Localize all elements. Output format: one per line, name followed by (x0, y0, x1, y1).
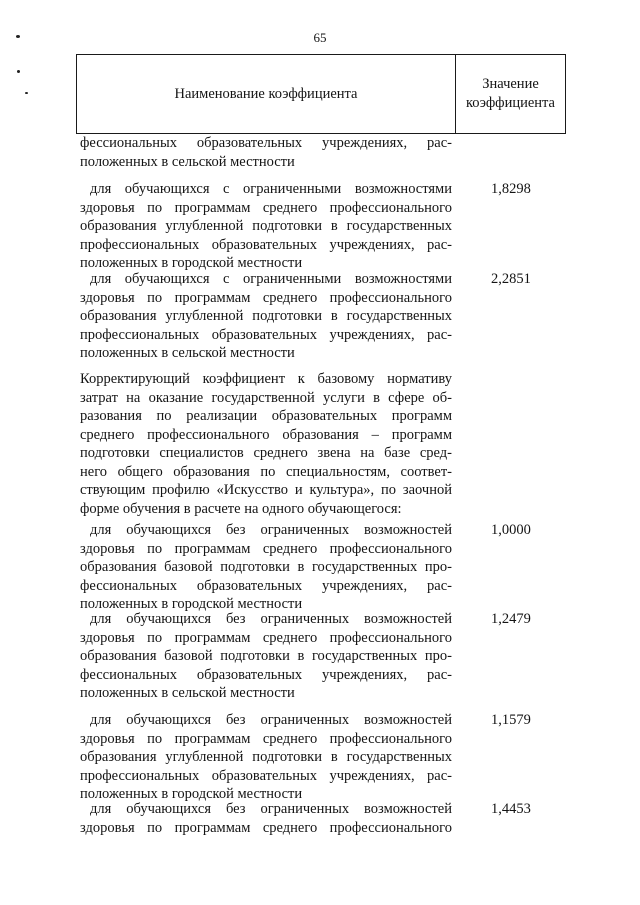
row-text-line: для обучающихся без ограниченных возможностей (90, 611, 452, 627)
row-text-line: положенных в городской местности (80, 596, 303, 612)
row-text-line: профессиональных образовательных учреждениях, рас- (80, 326, 452, 343)
row-text-line: положенных в городской местности (80, 255, 303, 271)
column-header-value (456, 55, 565, 133)
row-text-line: образования базовой подготовки в государственных про- (80, 648, 452, 664)
row-text-line: ствующим профилю «Искусство и культура», по заочной (80, 482, 452, 498)
row-text-line: подготовки специалистов среднего звена на базе сред- (80, 445, 452, 461)
row-text-line: здоровья по программам среднего профессионального (80, 199, 452, 216)
row-text-line: фессиональных образовательных учреждениях, рас- (80, 577, 452, 594)
row-text-line: для обучающихся без ограниченных возможностей (90, 801, 452, 817)
row-text-line: здоровья по программам среднего профессионального (80, 819, 452, 836)
scan-speck (25, 92, 28, 94)
column-header-name: Наименование коэффициента (77, 55, 456, 133)
row-value: 2,2851 (491, 271, 531, 287)
table-row (80, 270, 560, 363)
row-text-line: положенных в сельской местности (80, 153, 295, 170)
row-text-line: образования углубленной подготовки в государственных (80, 749, 452, 765)
row-text-line: разования по реализации образовательных программ (80, 408, 452, 424)
row-text-line: фессиональных образовательных учреждениях, рас- (80, 666, 452, 683)
row-text-line: профессиональных образовательных учреждениях, рас- (80, 767, 452, 784)
row-text (80, 521, 452, 614)
row-text-line: здоровья по программам среднего профессионального (80, 289, 452, 306)
row-text-line: положенных в сельской местности (80, 685, 295, 701)
row-text-line: для обучающихся с ограниченными возможностями (90, 271, 452, 287)
row-text-line: среднего профессионального образования – программ (80, 426, 452, 443)
row-text-line: него общего образования по специальностям, соответ- (80, 463, 452, 480)
row-text-line: для обучающихся без ограниченных возможностей (90, 522, 452, 538)
row-text-line: здоровья по программам среднего профессионального (80, 730, 452, 747)
row-text (80, 800, 452, 837)
row-value: 1,4453 (491, 801, 531, 817)
table-row (80, 711, 560, 804)
row-text-line: положенных в городской местности (80, 786, 303, 802)
page-number: 65 (313, 30, 327, 45)
row-text-line: образования базовой подготовки в государственных про- (80, 559, 452, 575)
row-text-line: профессиональных образовательных учреждениях, рас- (80, 236, 452, 253)
scan-speck (16, 35, 20, 38)
row-text (80, 610, 452, 703)
row-text (80, 270, 452, 363)
row-text-line: форме обучения в расчете на одного обучающегося: (80, 500, 402, 517)
column-header-value-line1: Значение (482, 76, 539, 92)
row-value: 1,0000 (491, 522, 531, 538)
row-value: 1,8298 (491, 181, 531, 197)
row-text-line: образования углубленной подготовки в государственных (80, 308, 452, 324)
table-row (80, 800, 560, 837)
column-header-value-line2: коэффициента (465, 95, 555, 111)
row-text (80, 180, 452, 273)
row-value: 1,2479 (491, 611, 531, 627)
row-text-line: образования углубленной подготовки в государственных (80, 218, 452, 234)
table-header (76, 54, 566, 134)
row-text (80, 711, 452, 804)
table-row (80, 370, 560, 518)
row-text (80, 370, 452, 518)
table-row (80, 180, 560, 273)
row-text-line: затрат на оказание государственной услуги в сфере об- (80, 389, 452, 406)
table-row (80, 610, 560, 703)
row-text-line: здоровья по программам среднего профессионального (80, 629, 452, 646)
row-text-line: для обучающихся без ограниченных возможностей (90, 712, 452, 728)
row-text (80, 134, 452, 171)
scan-speck (17, 70, 20, 73)
row-value: 1,1579 (491, 712, 531, 728)
row-text-line: здоровья по программам среднего профессионального (80, 540, 452, 557)
row-text-line: для обучающихся с ограниченными возможностями (90, 181, 452, 197)
row-text-line: Корректирующий коэффициент к базовому нормативу (80, 371, 452, 387)
row-text-line: положенных в сельской местности (80, 345, 295, 361)
table-row (80, 521, 560, 614)
row-text-line: фессиональных образовательных учреждениях, рас- (80, 135, 452, 151)
table-row (80, 134, 560, 171)
